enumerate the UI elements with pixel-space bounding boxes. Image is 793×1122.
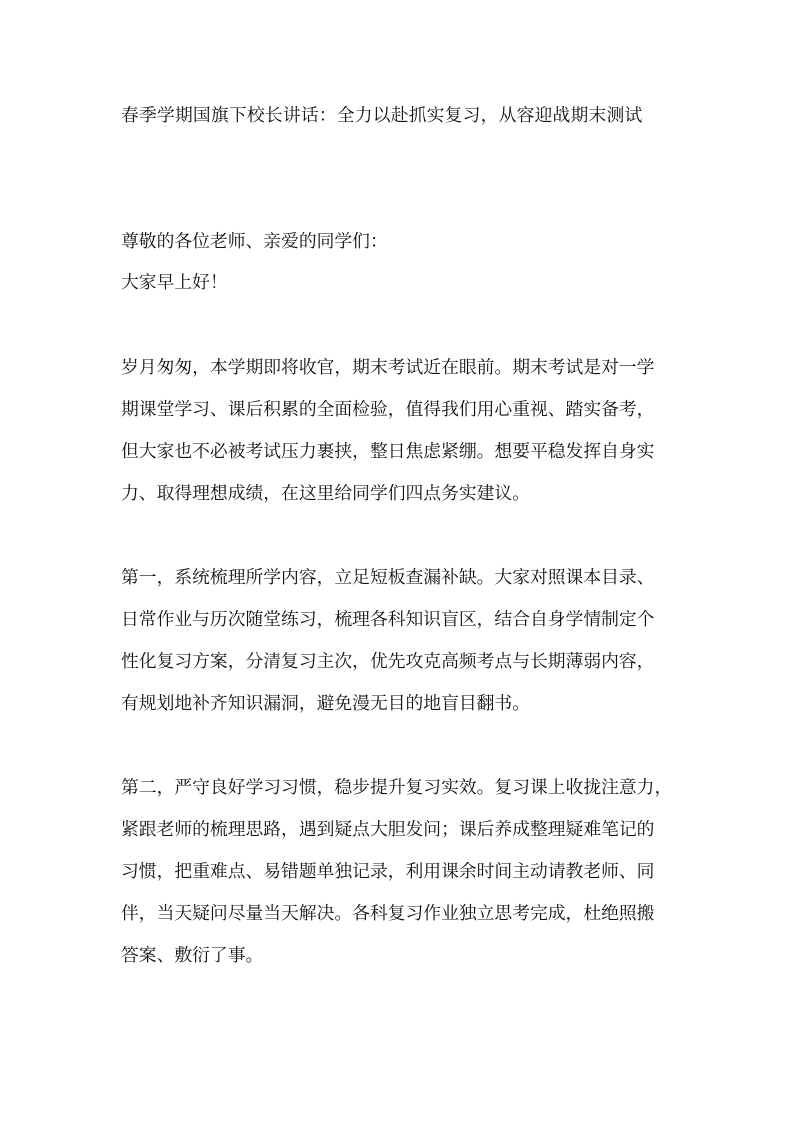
paragraph-line: 第一，系统梳理所学内容，立足短板查漏补缺。大家对照课本目录、 bbox=[121, 567, 655, 588]
paragraph-line: 力、取得理想成绩，在这里给同学们四点务实建议。 bbox=[121, 483, 530, 504]
salutation: 尊敬的各位老师、亲爱的同学们： bbox=[121, 231, 388, 252]
paragraph-point-two bbox=[121, 776, 672, 986]
document-title: 春季学期国旗下校长讲话：全力以赴抓实复习，从容迎战期末测试 bbox=[121, 105, 643, 126]
paragraph-point-one bbox=[121, 566, 654, 734]
paragraph-line: 伴，当天疑问尽量当天解决。各科复习作业独立思考完成，杜绝照搬 bbox=[121, 903, 655, 924]
paragraph-line: 习惯，把重难点、易错题单独记录，利用课余时间主动请教老师、同 bbox=[121, 861, 655, 882]
paragraph-intro bbox=[121, 356, 654, 524]
paragraph-line: 但大家也不必被考试压力裹挟，整日焦虑紧绷。想要平稳发挥自身实 bbox=[121, 441, 655, 462]
paragraph-line: 性化复习方案，分清复习主次，优先攻克高频考点与长期薄弱内容， bbox=[121, 651, 655, 672]
paragraph-line: 期课堂学习、课后积累的全面检验，值得我们用心重视、踏实备考， bbox=[121, 399, 655, 420]
paragraph-line: 日常作业与历次随堂练习，梳理各科知识盲区，结合自身学情制定个 bbox=[121, 609, 655, 630]
greeting: 大家早上好！ bbox=[121, 272, 228, 293]
paragraph-line: 第二，严守良好学习习惯，稳步提升复习实效。复习课上收拢注意力， bbox=[121, 777, 673, 798]
paragraph-line: 答案、敷衍了事。 bbox=[121, 945, 264, 966]
paragraph-line: 紧跟老师的梳理思路，遇到疑点大胆发问；课后养成整理疑难笔记的 bbox=[121, 819, 655, 840]
paragraph-line: 岁月匆匆，本学期即将收官，期末考试近在眼前。期末考试是对一学 bbox=[121, 357, 655, 378]
paragraph-line: 有规划地补齐知识漏洞，避免漫无目的地盲目翻书。 bbox=[121, 693, 530, 714]
